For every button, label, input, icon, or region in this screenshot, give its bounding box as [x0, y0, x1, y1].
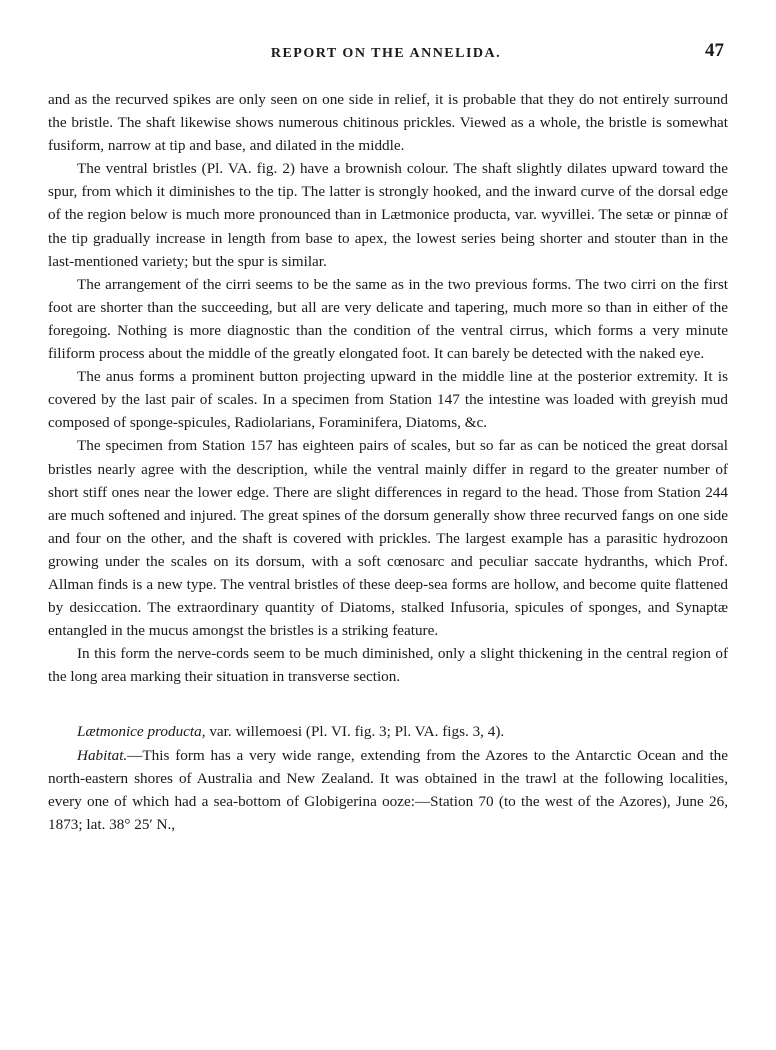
paragraph-2: The ventral bristles (Pl. VA. fig. 2) have a brownish colour. The shaft slightly dilates upward toward the spur, from which it diminishes to the tip. The latter is strongly hooked, and the inward curve of the dorsal edge of the region below is much more pronounced than in Lætmonice producta, var. wyvillei. The setæ or pinnæ of the tip gradually increase in length from base to apex, the lowest series being shorter and stouter than in the last-mentioned variety; but the spur is similar. — [48, 160, 728, 270]
page-header — [48, 40, 724, 68]
body-text — [48, 88, 728, 836]
paragraph-1: and as the recurved spikes are only seen on one side in relief, it is probable that they do not entirely surround the bristle. The shaft likewise shows numerous chitinous prickles. Viewed as a whole, the bristle is somewhat fusiform, narrow at tip and base, and dilated in the middle. — [48, 91, 728, 155]
species-heading-rest: , var. willemoesi (Pl. VI. fig. 3; Pl. VA. figs. 3, 4). — [201, 723, 505, 741]
species-heading — [48, 720, 728, 743]
paragraph-3: The arrangement of the cirri seems to be the same as in the two previous forms. The two cirri on the first foot are shorter than the succeeding, but all are very delicate and tapering, much more so than in either of the foregoing. Nothing is more diagnostic than the condition of the ventral cirrus, which forms a very minute filiform process about the middle of the greatly elongated foot. It can barely be detected with the naked eye. — [48, 275, 728, 363]
species-name: Lætmonice producta — [77, 723, 202, 741]
page-number: 47 — [705, 40, 724, 61]
paragraph-6: In this form the nerve-cords seem to be much diminished, only a slight thickening in the central region of the long area marking their situation in transverse section. — [48, 645, 728, 686]
section-gap — [48, 688, 728, 720]
habitat-paragraph — [48, 744, 728, 836]
habitat-label: Habitat. — [77, 746, 128, 764]
habitat-text: —This form has a very wide range, extending from the Azores to the Antarctic Ocean and the north-eastern shores of Australia and New Zealand. It was obtained in the trawl at the following localities, every one of which had a sea-bottom of Globigerina ooze:—Station 70 (to the west of the Azores), June 26, 1873; lat. 38° 25′ N., — [48, 746, 728, 833]
running-head: REPORT ON THE ANNELIDA. — [270, 46, 502, 61]
paragraph-5: The specimen from Station 157 has eighteen pairs of scales, but so far as can be noticed the great dorsal bristles nearly agree with the description, while the ventral mainly differ in regard to the greater number of short stiff ones near the lower edge. There are slight differences in regard to the head. Those from Station 244 are much softened and injured. The great spines of the dorsum generally show three recurved fangs on one side and four on the other, and the shaft is covered with prickles. The largest example has a parasitic hydrozoon growing under the scales on its dorsum, with a soft cœnosarc and peculiar saccate hydranths, which Prof. Allman finds is a new type. The ventral bristles of these deep-sea forms are hollow, and become quite flattened by desiccation. The extraordinary quantity of Diatoms, stalked Infusoria, spicules of sponges, and Synaptæ entangled in the mucus amongst the bristles is a striking feature. — [48, 437, 728, 640]
paragraph-4: The anus forms a prominent button projecting upward in the middle line at the posterior extremity. It is covered by the last pair of scales. In a specimen from Station 147 the intestine was loaded with greyish mud composed of sponge-spicules, Radiolarians, Foraminifera, Diatoms, &c. — [48, 368, 728, 432]
